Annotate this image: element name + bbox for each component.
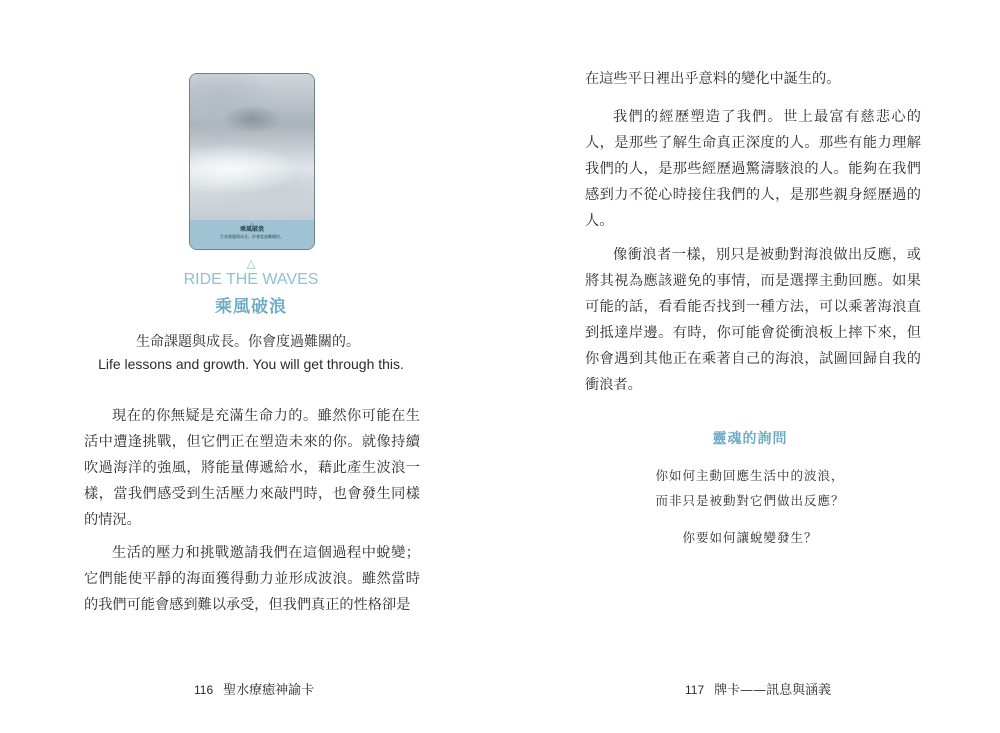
lesson-english: Life lessons and growth. You will get through this. [98, 356, 404, 372]
inquiry-question-3: 你要如何讓蛻變發生？ [682, 530, 818, 545]
body-paragraph-1: 現在的你無疑是充滿生命力的。雖然你可能在生活中遭逢挑戰，但它們正在塑造未來的你。就像持續吹過海洋的強風，將能量傳遞給水，藉此產生波浪一樣，當我們感受到生活壓力來敲門時，也會發生同樣的情況。 [84, 408, 420, 528]
inquiry-question-2: 而非只是被動對它們做出反應？ [655, 493, 845, 508]
body-paragraph-4: 像衝浪者一樣，別只是被動對海浪做出反應，或將其視為應該避免的事情，而是選擇主動回應。如果可能的話，看看能否找到一種方法，可以乘著海浪直到抵達岸邊。有時，你可能會從衝浪板上摔下來，但你會遇到其他正在乘著自己的海浪，試圖回歸自我的衝浪者。 [585, 247, 921, 393]
triangle-icon: △ [246, 257, 256, 270]
card-caption: 生命課題與成長。你會度過難關的。 [220, 234, 284, 239]
lesson-chinese: 生命課題與成長。你會度過難關的。 [136, 334, 360, 350]
chapter-title: 牌卡——訊息與涵義 [714, 683, 832, 698]
card-wave-artwork [190, 74, 314, 220]
card-caption-band [190, 220, 314, 249]
body-paragraph-3: 我們的經歷塑造了我們。世上最富有慈悲心的人，是那些了解生命真正深度的人。那些有能力理解我們的人，是那些經歷過驚濤駭浪的人。能夠在我們感到力不從心時接住我們的人，是那些親身經歷過的人。 [585, 109, 921, 229]
right-page [500, 0, 1000, 733]
book-title: 聖水療癒神諭卡 [223, 683, 315, 698]
card-title-chinese: 乘風破浪 [215, 297, 287, 317]
inquiry-question-1: 你如何主動回應生活中的波浪， [655, 468, 845, 483]
card-title: 乘風破浪 [239, 226, 264, 233]
continued-line: 在這些平日裡出乎意料的變化中誕生的。 [585, 71, 841, 87]
card-title-english: RIDE THE WAVES [183, 271, 319, 288]
body-paragraph-2: 生活的壓力和挑戰邀請我們在這個過程中蛻變；它們能使平靜的海面獲得動力並形成波浪。雖然當時的我們可能會感到難以承受，但我們真正的性格卻是 [84, 545, 420, 613]
page-number: 116 [194, 683, 214, 697]
soul-inquiry-heading: 靈魂的詢問 [712, 431, 788, 447]
page-footer [194, 679, 314, 698]
oracle-card-image [189, 73, 315, 250]
card-triangle-icon: △ [250, 221, 254, 226]
page-footer [685, 679, 831, 698]
page-number: 117 [685, 683, 705, 697]
